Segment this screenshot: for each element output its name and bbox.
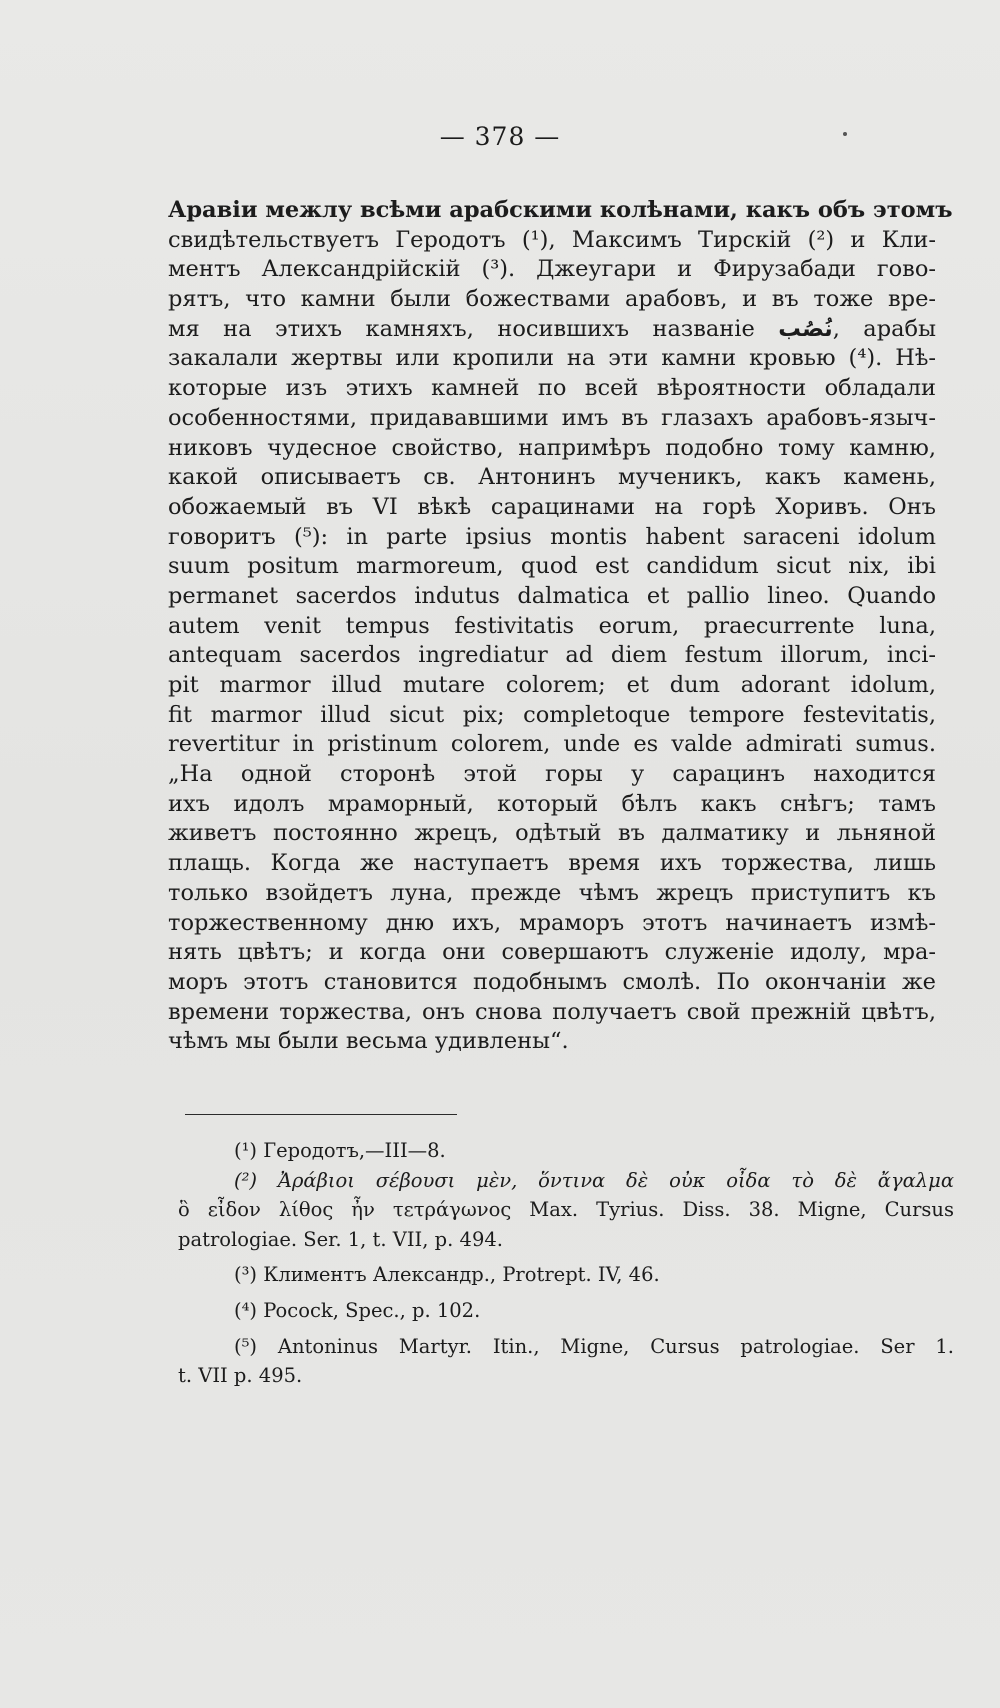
footnote-line: t. VII p. 495. [178, 1364, 303, 1388]
text-line-tail: , арабы [832, 315, 936, 342]
text-line: чѣмъ мы были весьма удивлены“. [168, 1028, 569, 1055]
text-line: торжественному дню ихъ, мраморъ этотъ начинаетъ измѣ- [168, 909, 936, 936]
text-line: antequam sacerdos ingrediatur ad diem festum illorum, inci- [168, 642, 936, 669]
footnote-5 [178, 1332, 954, 1391]
text-line: fit marmor illud sicut pix; completoque tempore festevitatis, [168, 701, 936, 728]
text-line: ментъ Александрійскій (³). Джеугари и Фирузабади гово- [168, 256, 936, 283]
text-line: pit marmor illud mutare colorem; et dum adorant idolum, [168, 672, 936, 698]
text-line: „На одной сторонѣ этой горы у сарацинъ находится [168, 761, 936, 788]
text-line: нять цвѣтъ; и когда они совершаютъ служеніе идолу, мра- [168, 939, 936, 966]
text-line: suum positum marmoreum, quod est candidum sicut nix, ibi [168, 553, 936, 580]
text-line: autem venit tempus festivitatis eorum, praecurrente luna, [168, 612, 936, 639]
text-line: времени торжества, онъ снова получаетъ свой прежній цвѣтъ, [168, 998, 936, 1025]
main-text [168, 196, 953, 1057]
text-line: которые изъ этихъ камней по всей вѣроятности обладали [168, 375, 936, 402]
arabic-word: نُصُب [778, 315, 833, 342]
text-line: никовъ чудесное свойство, напримѣръ подобно тому камню, [168, 434, 936, 461]
text-line: ихъ идолъ мраморный, который бѣлъ какъ снѣгъ; тамъ [168, 790, 936, 817]
footnote-line: (⁵) Antoninus Martyr. Itin., Migne, Cursus patrologiae. Ser 1. [234, 1334, 954, 1358]
footnotes [178, 1136, 954, 1391]
text-line: говоритъ (⁵): in parte ipsius montis habent saraceni idolum [168, 523, 936, 550]
footnote-line: ὃ εἶδον λίθος ἦν τετράγωνος Max. Tyrius. Diss. 38. Migne, Cursus [178, 1198, 954, 1222]
page-number: — 378 — [439, 122, 561, 151]
text-line-with-arabic [168, 315, 936, 345]
paper-speck [843, 132, 847, 136]
text-line: плащь. Когда же наступаетъ время ихъ торжества, лишь [168, 850, 936, 877]
text-line: свидѣтельствуетъ Геродотъ (¹), Максимъ Тирскій (²) и Кли- [168, 226, 936, 253]
text-line: обожаемый въ VI вѣкѣ сарацинами на горѣ Хоривъ. Онъ [168, 493, 936, 520]
text-line: revertitur in pristinum colorem, unde es valde admirati sumus. [168, 731, 936, 758]
text-line: закалали жертвы или кропили на эти камни кровью (⁴). Нѣ- [168, 345, 936, 372]
text-line: только взойдетъ луна, прежде чѣмъ жрецъ приступитъ къ [168, 879, 936, 906]
text-line: живетъ постоянно жрецъ, одѣтый въ далматику и льняной [168, 820, 936, 847]
footnote-line: (¹) Геродотъ,—III—8. [234, 1139, 446, 1162]
text-line-lead: мя на этихъ камняхъ, носившихъ названіе [168, 315, 755, 342]
footnote-line: patrologiae. Ser. 1, t. VII, p. 494. [178, 1227, 503, 1251]
footnote-1 [178, 1136, 954, 1166]
footnote-line: (⁴) Pocock, Spec., p. 102. [234, 1298, 481, 1322]
footnote-line: (³) Климентъ Александр., Protrept. IV, 46. [234, 1263, 660, 1287]
footnote-3 [178, 1260, 954, 1290]
footnote-2 [178, 1166, 954, 1255]
text-line: какой описываетъ св. Антонинъ мученикъ, какъ камень, [168, 464, 936, 491]
footnote-divider [185, 1114, 457, 1115]
text-line: рятъ, что камни были божествами арабовъ, и въ тоже вре- [168, 286, 936, 313]
footnote-4 [178, 1296, 954, 1326]
footnote-line: (²) Ἀράβιοι σέβουσι μὲν, ὅντινα δὲ οὐκ οἶδα τὸ δὲ ἄγαλμα [234, 1168, 954, 1192]
text-line: Аравіи межлу всѣми арабскими колѣнами, какъ объ этомъ [168, 197, 953, 223]
text-line: permanet sacerdos indutus dalmatica et pallio lineo. Quando [168, 582, 936, 609]
text-line: моръ этотъ становится подобнымъ смолѣ. По окончаніи же [168, 968, 936, 995]
text-line: особенностями, придававшими имъ въ глазахъ арабовъ-языч- [168, 404, 936, 431]
